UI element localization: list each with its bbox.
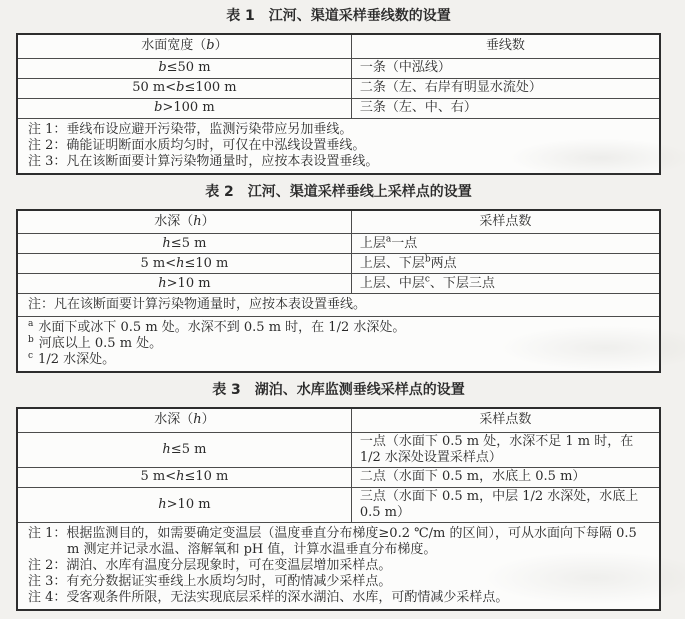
footnote-line (28, 336, 651, 352)
footnote-text: 河底以上 0.5 m 处。 (38, 336, 163, 351)
note-line: 注：凡在该断面要计算污染物通量时，应按本表设置垂线。 (28, 297, 367, 312)
cell-text: 一条（中泓线） (359, 60, 451, 75)
table-1-row-3-col2 (351, 98, 660, 118)
cell-text: 上层、中层 (359, 275, 425, 291)
math-var: b (158, 60, 167, 75)
page-content (16, 8, 661, 611)
table-1-title: 表 1 江河、渠道采样垂线数的设置 (226, 8, 451, 24)
document-page (0, 8, 685, 619)
table-row (17, 98, 660, 118)
note-line: 注 1：根据监测目的，如需要确定变温层（温度垂直分布梯度≥0.2 ℃/m 的区间），可从水面向下每隔 0.5 m 测定并记录水温、溶解氧和 pH 值，计算水温垂直分布梯度。 (28, 525, 637, 557)
table-3-notes (17, 522, 660, 610)
table-1-header-col1 (17, 34, 351, 58)
cell-text: 一点（水面下 0.5 m 处，水深不足 1 m 时，在 1/2 水深处设置采样点） (359, 433, 634, 465)
table-2-notes-row (17, 294, 660, 317)
note-line: 注 3：凡在该断面要计算污染物通量时，应按本表设置垂线。 (28, 153, 379, 169)
cell-text: >10 m (166, 496, 211, 512)
table-1-row-2-col2 (351, 78, 660, 98)
table-2-row-3-col2 (351, 274, 660, 294)
table-1-section (16, 8, 661, 175)
table-row (17, 254, 660, 274)
header-text: 水深（ (154, 213, 194, 229)
table-row (17, 234, 660, 254)
footnote-marker: b (28, 334, 34, 345)
math-var: b (154, 100, 163, 115)
cell-text: ≤10 m (184, 469, 229, 484)
table-3-header-col1 (17, 408, 351, 432)
cell-text: ≤100 m (184, 80, 237, 95)
math-var: h (193, 412, 202, 428)
note-line: 注 1：垂线布设应避开污染带，监测污染带应另加垂线。 (28, 121, 353, 137)
table-1-row-1-col1 (17, 58, 351, 78)
table-2-row-2-col2 (351, 254, 660, 274)
cell-text: 三条（左、中、右） (359, 100, 477, 115)
footnote-text: 水面下或冰下 0.5 m 处。水深不到 0.5 m 时，在 1/2 水深处。 (38, 320, 406, 335)
header-text: ） (201, 213, 215, 229)
cell-text: 5 m< (140, 255, 177, 271)
table-3-header-row (17, 408, 660, 432)
cell-text: 50 m< (132, 80, 177, 95)
cell-text: 、下层三点 (429, 275, 495, 291)
footnote-marker: c (28, 350, 34, 361)
table-2-notes (17, 294, 660, 317)
cell-text: >100 m (162, 100, 215, 115)
table-2-row-3-col1 (17, 274, 351, 294)
header-text: 水面宽度（ (141, 38, 207, 54)
header-text: ） (214, 38, 228, 54)
cell-text: ≤50 m (166, 60, 211, 75)
footnote-text: 1/2 水深处。 (38, 352, 116, 367)
cell-text: ≤5 m (170, 441, 207, 457)
footnote-ref: a (385, 234, 392, 245)
table-3-section (16, 382, 661, 611)
table-2-section (16, 184, 661, 374)
table-row (17, 78, 660, 98)
table-row (17, 274, 660, 294)
table-2-footnotes-row (17, 317, 660, 373)
table-1-row-3-col1 (17, 98, 351, 118)
header-text: ） (201, 412, 215, 428)
note-line: 注 2：湖泊、水库有温度分层现象时，可在变温层增加采样点。 (28, 557, 392, 573)
footnote-marker: a (28, 318, 34, 329)
cell-text: >10 m (166, 275, 211, 291)
header-text: 水深（ (154, 412, 194, 428)
note-line: 注 2：确能证明断面水质均匀时，可仅在中泓线设置垂线。 (28, 137, 366, 153)
math-var: h (176, 469, 185, 484)
table-2-title: 表 2 江河、渠道采样垂线上采样点的设置 (205, 183, 472, 200)
table-2-row-2-col1 (17, 254, 351, 274)
note-line: 注 3：有充分数据证实垂线上水质均匀时，可酌情减少采样点。 (28, 573, 392, 589)
cell-text: 上层 (359, 235, 386, 251)
math-var: b (206, 38, 215, 54)
footnote-line (28, 352, 651, 368)
math-var: h (162, 235, 171, 251)
math-var: h (162, 441, 171, 457)
table-3-row-1-col1 (17, 432, 351, 467)
cell-text: 5 m< (140, 469, 177, 484)
table-1-row-2-col1 (17, 78, 351, 98)
table-3-row-3-col2 (351, 487, 660, 522)
table-3-row-1-col2 (351, 432, 660, 467)
math-var: h (176, 255, 185, 271)
footnote-ref: c (424, 274, 430, 285)
table-1-notes (17, 118, 660, 174)
table-2-header-col2: 采样点数 (351, 210, 660, 234)
table-2-header-col1 (17, 210, 351, 234)
table-1-header-col2: 垂线数 (351, 34, 660, 58)
table-3-header-col2: 采样点数 (351, 408, 660, 432)
table-row (17, 432, 660, 467)
table-2 (16, 209, 661, 374)
cell-text: 三点（水面下 0.5 m，中层 1/2 水深处，水底上 0.5 m） (359, 488, 639, 520)
table-3-title: 表 3 湖泊、水库监测垂线采样点的设置 (212, 382, 465, 398)
table-1-row-1-col2 (351, 58, 660, 78)
cell-text: 上层、下层 (359, 255, 425, 271)
table-2-row-1-col1 (17, 234, 351, 254)
table-3-row-2-col1 (17, 467, 351, 487)
table-2-footnotes (17, 317, 660, 373)
table-1-notes-row (17, 118, 660, 174)
table-3-row-3-col1 (17, 487, 351, 522)
table-row (17, 467, 660, 487)
math-var: h (158, 275, 167, 291)
table-3-row-2-col2 (351, 467, 660, 487)
table-row (17, 487, 660, 522)
cell-text: 二条（左、右岸有明显水流处） (359, 80, 542, 95)
cell-text: 一点 (391, 235, 418, 251)
table-2-row-1-col2 (351, 234, 660, 254)
table-1 (16, 33, 661, 175)
cell-text: ≤10 m (184, 255, 229, 271)
cell-text: 两点 (430, 255, 457, 271)
footnote-line (28, 320, 651, 336)
cell-text: ≤5 m (170, 235, 207, 251)
footnote-ref: b (424, 254, 431, 265)
table-1-header-row (17, 34, 660, 58)
math-var: b (176, 80, 185, 95)
table-row (17, 58, 660, 78)
note-line: 注 4：受客观条件所限，无法实现底层采样的深水湖泊、水库，可酌情减少采样点。 (28, 589, 509, 605)
table-2-header-row (17, 210, 660, 234)
math-var: h (158, 496, 167, 512)
table-3-notes-row (17, 522, 660, 610)
math-var: h (193, 213, 202, 229)
table-3 (16, 407, 661, 611)
cell-text: 二点（水面下 0.5 m，水底上 0.5 m） (359, 469, 586, 484)
